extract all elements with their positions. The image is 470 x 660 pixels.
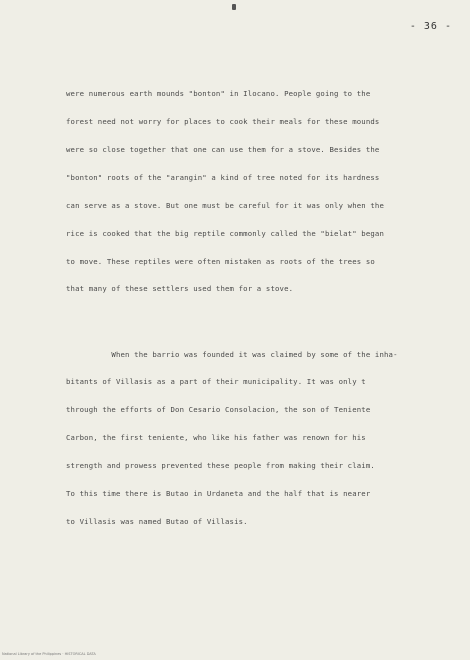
text-line: to move. These reptiles were often mistaken as roots of the trees so	[66, 256, 375, 266]
text-line: bitants of Villasis as a part of their municipality. It was only t	[66, 377, 366, 387]
page-number: - 36 -	[409, 21, 452, 32]
punch-hole-mark	[232, 4, 236, 10]
text-line: "bonton" roots of the "arangin" a kind of tree noted for its hardness	[66, 172, 380, 182]
text-line: were numerous earth mounds "bonton" in Ilocano. People going to the	[66, 89, 371, 99]
paragraph-2	[66, 331, 446, 545]
text-line: can serve as a stove. But one must be careful for it was only when the	[66, 200, 385, 210]
text-line: forest need not worry for places to cook their meals for these mounds	[66, 117, 380, 127]
archive-footer: National Library of the Philippines · HISTORICAL DATA	[2, 652, 96, 656]
text-line: When the barrio was founded it was claimed by some of the inha-	[66, 349, 398, 359]
text-line: that many of these settlers used them for a stove.	[66, 284, 294, 294]
body-text	[66, 52, 446, 563]
text-line: rice is cooked that the big reptile commonly called the "bielat" began	[66, 228, 385, 238]
text-line: were so close together that one can use them for a stove. Besides the	[66, 144, 380, 154]
text-line: strength and prowess prevented these people from making their claim.	[66, 461, 375, 471]
text-line: Carbon, the first teniente, who like his father was renown for his	[66, 433, 366, 443]
text-line: To this time there is Butao in Urdaneta and the half that is nearer	[66, 488, 371, 498]
text-line: through the efforts of Don Cesario Consolacion, the son of Teniente	[66, 405, 371, 415]
text-line: to Villasis was named Butao of Villasis.	[66, 516, 248, 526]
paragraph-1	[66, 71, 446, 313]
